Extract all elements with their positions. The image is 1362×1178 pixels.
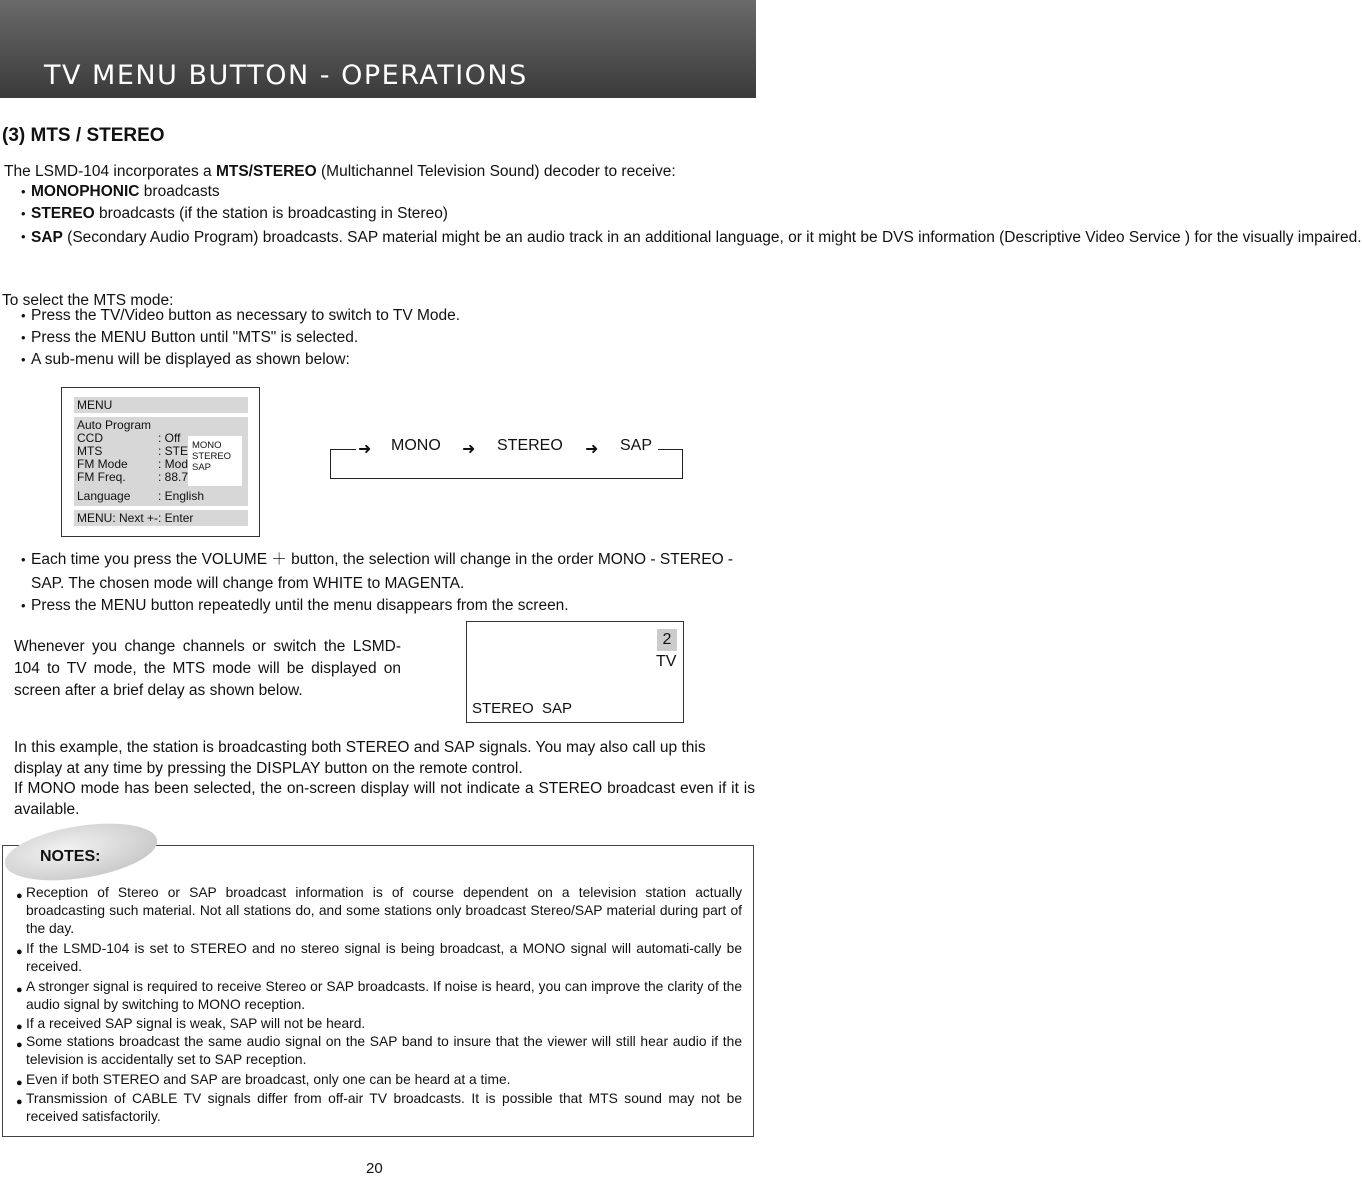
menu-row-value: : 88.7: [158, 470, 189, 484]
example-paragraph: In this example, the station is broadcasting both STEREO and SAP signals. You may also call up this display at any time by pressing the DISPLAY button on the remote control.: [14, 739, 706, 777]
menu-footer: MENU: Next +-: Enter: [74, 510, 248, 526]
page-title: TV MENU BUTTON - OPERATIONS: [44, 60, 528, 91]
bullet-icon: ●: [16, 1021, 23, 1033]
tv-source: TV: [656, 653, 677, 670]
step-text: A sub-menu will be displayed as shown below:: [31, 351, 350, 368]
note-item: [16, 1033, 742, 1069]
tv-screen: [466, 621, 684, 723]
list-item-text: (Secondary Audio Program) broadcasts. SAP material might be an audio track in an additional language, or it might be DVS information (Descriptive Video Service ) for the visually impaired.: [62, 229, 1362, 246]
section-title: (3) MTS / STEREO: [2, 125, 165, 146]
step-text: Press the TV/Video button as necessary to switch to TV Mode.: [31, 307, 461, 324]
bullet-icon: •: [21, 352, 26, 367]
note-text: Even if both STEREO and SAP are broadcast, only one can be heard at a time.: [26, 1072, 511, 1087]
list-item-text: broadcasts (if the station is broadcasting in Stereo): [94, 205, 448, 222]
list-item-bold: STEREO: [31, 205, 95, 222]
flow-sap: SAP: [620, 437, 653, 454]
menu-row-label: FM Freq.: [77, 470, 126, 484]
step-text: Press the MENU button repeatedly until the menu disappears from the screen.: [31, 597, 569, 614]
mts-status: STEREO SAP: [472, 700, 573, 717]
bullet-icon: ●: [16, 890, 23, 902]
bullet-icon: •: [21, 308, 26, 323]
menu-title: MENU: [74, 397, 248, 413]
select-intro: To select the MTS mode:: [2, 292, 174, 309]
note-item: [16, 940, 742, 976]
note-text: Transmission of CABLE TV signals differ from off-air TV broadcasts. It is possible that MTS sound may not be received satisfactorily.: [26, 1091, 742, 1124]
mts-submenu: [188, 436, 242, 486]
note-item: [16, 978, 742, 1014]
bullet-icon: ●: [16, 1039, 23, 1051]
menu-row-label: FM Mode: [77, 457, 128, 471]
note-text: Some stations broadcast the same audio signal on the SAP band to insure that the viewer will still hear audio if the television is accidentally set to SAP reception.: [26, 1034, 742, 1067]
menu-row-label: Auto Program: [77, 418, 152, 432]
menu-screen: [61, 387, 260, 537]
notes-label: NOTES:: [40, 848, 101, 865]
submenu-option: SAP: [192, 462, 212, 473]
bullet-icon: •: [21, 184, 26, 199]
submenu-option: STEREO: [192, 451, 232, 462]
note-item: [16, 1090, 742, 1126]
note-item: [16, 1015, 742, 1033]
menu-row-label: CCD: [77, 431, 103, 445]
bullet-icon: ●: [16, 946, 23, 958]
bullet-icon: ●: [16, 1096, 23, 1108]
step-text: Each time you press the VOLUME ＋ button, the selection will change in the order MONO - STEREO - SAP. The chosen mode will change from WHITE to MAGENTA.: [31, 551, 734, 592]
bullet-icon: •: [21, 598, 26, 613]
menu-row-value: : English: [158, 489, 205, 503]
bullet-icon: •: [21, 229, 26, 244]
menu-row-label: Language: [77, 489, 131, 503]
arrow-right-icon: ➜: [462, 441, 476, 458]
list-item-bold: MONOPHONIC: [31, 183, 140, 200]
submenu-option: MONO: [192, 440, 222, 451]
bullet-icon: •: [21, 330, 26, 345]
arrow-right-icon: ➜: [585, 441, 599, 458]
menu-row-value: : STE: [158, 444, 189, 458]
header-banner: [0, 0, 756, 98]
menu-row-value: : Off: [158, 431, 181, 445]
flow-mono: MONO: [391, 437, 441, 454]
mono-paragraph: If MONO mode has been selected, the on-screen display will not indicate a STEREO broadcast even if it is available.: [14, 780, 755, 818]
note-text: A stronger signal is required to receive Stereo or SAP broadcasts. If noise is heard, you can improve the clarity of the audio signal by switching to MONO reception.: [26, 979, 742, 1012]
list-item-text: broadcasts: [139, 183, 220, 200]
intro-paragraph: [4, 161, 676, 182]
bullet-icon: ●: [16, 984, 23, 996]
menu-row-label: MTS: [77, 444, 103, 458]
channel-change-paragraph: Whenever you change channels or switch the LSMD-104 to TV mode, the MTS mode will be displayed on screen after a brief delay as shown below.: [14, 638, 401, 699]
note-text: If a received SAP signal is weak, SAP will not be heard.: [26, 1016, 366, 1031]
intro-bold: MTS/STEREO: [215, 163, 317, 180]
list-item-bold: SAP: [31, 229, 63, 246]
note-text: If the LSMD-104 is set to STEREO and no stereo signal is being broadcast, a MONO signal will automati-cally be received.: [26, 941, 742, 974]
note-item: [16, 1071, 742, 1089]
menu-row-value: : Mod: [158, 457, 189, 471]
bullet-icon: •: [21, 552, 26, 567]
channel-number: 2: [657, 629, 677, 651]
intro-prefix: The LSMD-104 incorporates a: [4, 163, 216, 180]
flow-stereo: STEREO: [497, 437, 563, 454]
intro-suffix: (Multichannel Television Sound) decoder to receive:: [316, 163, 676, 180]
note-text: Reception of Stereo or SAP broadcast information is of course dependent on a television station actually broadcasting such material. Not all stations do, and some stations only broadcast Stereo/SAP material during part of the day.: [26, 885, 742, 936]
note-item: [16, 884, 742, 938]
bullet-icon: •: [21, 206, 26, 221]
bullet-icon: ●: [16, 1077, 23, 1089]
page-number: 20: [366, 1160, 383, 1177]
arrow-right-icon: ➜: [358, 441, 372, 458]
step-text: Press the MENU Button until "MTS" is selected.: [31, 329, 359, 346]
